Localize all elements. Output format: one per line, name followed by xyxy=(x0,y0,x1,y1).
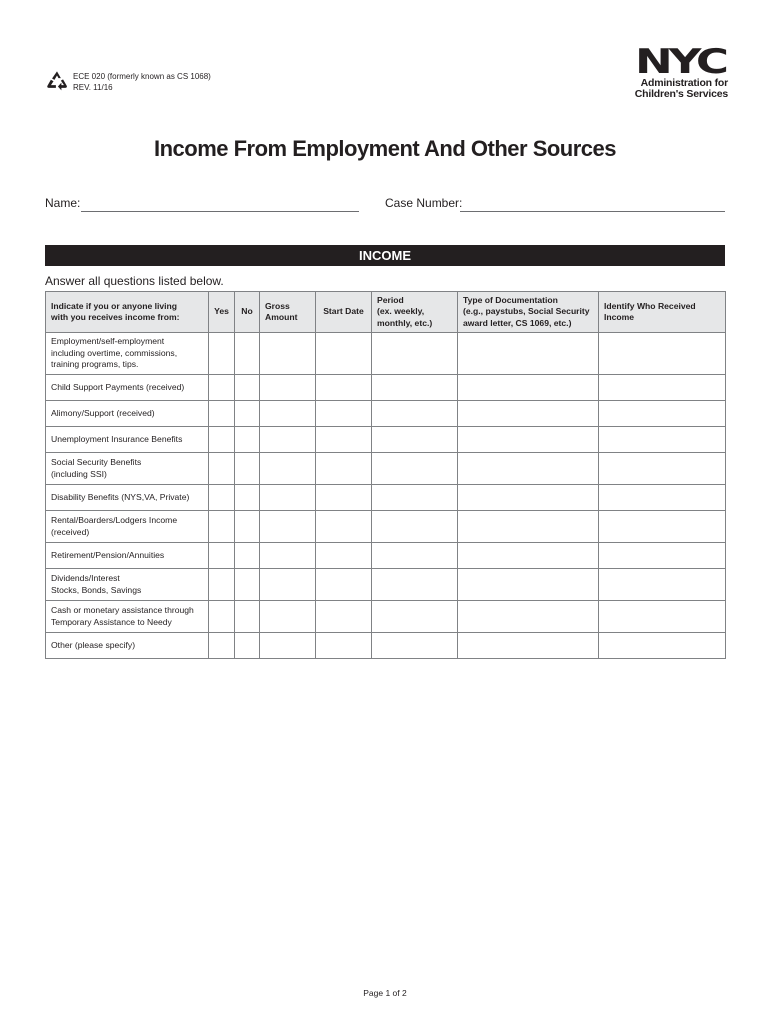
period-input[interactable] xyxy=(372,401,458,427)
table-row xyxy=(46,401,726,427)
period-input[interactable] xyxy=(372,427,458,453)
income-source-label xyxy=(46,543,209,569)
yes-checkbox[interactable] xyxy=(209,375,235,401)
gross-amount-input[interactable] xyxy=(260,601,316,633)
income-source-line: Child Support Payments (received) xyxy=(51,381,185,392)
header-period-line-3: monthly, etc.) xyxy=(377,317,433,328)
yes-checkbox[interactable] xyxy=(209,485,235,511)
table-row xyxy=(46,375,726,401)
nyc-logo-text: NYC xyxy=(635,44,727,76)
header-documentation xyxy=(458,292,599,333)
start-date-input[interactable] xyxy=(316,401,372,427)
form-code xyxy=(73,71,211,93)
page-title: Income From Employment And Other Sources xyxy=(153,136,617,161)
case-number-label: Case Number: xyxy=(385,196,463,210)
documentation-input[interactable] xyxy=(458,375,599,401)
who-received-input[interactable] xyxy=(599,511,726,543)
table-row xyxy=(46,569,726,601)
income-source-label xyxy=(46,427,209,453)
no-checkbox[interactable] xyxy=(235,427,260,453)
start-date-input[interactable] xyxy=(316,511,372,543)
income-source-line: Disability Benefits (NYS,VA, Private) xyxy=(51,491,190,502)
income-source-label xyxy=(46,485,209,511)
income-source-line: Cash or monetary assistance through xyxy=(51,605,194,615)
gross-amount-input[interactable] xyxy=(260,633,316,659)
income-source-line: Dividends/Interest xyxy=(51,573,120,583)
header-doc-line-3: award letter, CS 1069, etc.) xyxy=(463,317,572,328)
name-field[interactable] xyxy=(81,211,359,212)
documentation-input[interactable] xyxy=(458,333,599,375)
period-input[interactable] xyxy=(372,511,458,543)
period-input[interactable] xyxy=(372,601,458,633)
header-period-line-1: Period xyxy=(377,294,404,305)
period-input[interactable] xyxy=(372,569,458,601)
gross-amount-input[interactable] xyxy=(260,333,316,375)
header-period xyxy=(372,292,458,333)
income-source-label xyxy=(46,633,209,659)
table-header-row xyxy=(46,292,726,333)
start-date-input[interactable] xyxy=(316,569,372,601)
agency-line-1: Administration for xyxy=(640,77,728,89)
no-checkbox[interactable] xyxy=(235,601,260,633)
table-row xyxy=(46,453,726,485)
documentation-input[interactable] xyxy=(458,511,599,543)
header-yes: Yes xyxy=(209,292,235,333)
documentation-input[interactable] xyxy=(458,543,599,569)
income-source-line: Social Security Benefits xyxy=(51,457,142,467)
no-checkbox[interactable] xyxy=(235,633,260,659)
page-number: Page 1 of 2 xyxy=(363,988,407,998)
header-gross-line-2: Amount xyxy=(265,312,298,322)
who-received-input[interactable] xyxy=(599,601,726,633)
recycle-icon xyxy=(46,70,68,92)
agency-line-2: Children's Services xyxy=(634,88,728,100)
start-date-input[interactable] xyxy=(316,453,372,485)
income-source-line: training programs, tips. xyxy=(51,359,139,370)
no-checkbox[interactable] xyxy=(235,543,260,569)
no-checkbox[interactable] xyxy=(235,375,260,401)
nyc-acs-logo xyxy=(628,44,728,100)
documentation-input[interactable] xyxy=(458,401,599,427)
who-received-input[interactable] xyxy=(599,453,726,485)
income-source-line: Retirement/Pension/Annuities xyxy=(51,549,165,560)
yes-checkbox[interactable] xyxy=(209,569,235,601)
start-date-input[interactable] xyxy=(316,543,372,569)
income-source-line: Employment/self-employment xyxy=(51,336,165,347)
start-date-input[interactable] xyxy=(316,427,372,453)
income-source-line: (received) xyxy=(51,526,90,537)
header-source-line-2: with you receives income from: xyxy=(51,312,180,322)
yes-checkbox[interactable] xyxy=(209,333,235,375)
income-source-label xyxy=(46,453,209,485)
income-source-line: Alimony/Support (received) xyxy=(51,407,155,418)
documentation-input[interactable] xyxy=(458,569,599,601)
documentation-input[interactable] xyxy=(458,633,599,659)
header-gross-line-1: Gross xyxy=(265,300,290,311)
yes-checkbox[interactable] xyxy=(209,427,235,453)
header-gross-amount xyxy=(260,292,316,333)
yes-checkbox[interactable] xyxy=(209,633,235,659)
header-who-line-1: Identify Who Received xyxy=(604,300,696,311)
gross-amount-input[interactable] xyxy=(260,401,316,427)
no-checkbox[interactable] xyxy=(235,569,260,601)
income-source-label xyxy=(46,375,209,401)
table-row xyxy=(46,427,726,453)
revision-text: REV. 11/16 xyxy=(73,83,113,92)
gross-amount-input[interactable] xyxy=(260,543,316,569)
gross-amount-input[interactable] xyxy=(260,375,316,401)
who-received-input[interactable] xyxy=(599,401,726,427)
period-input[interactable] xyxy=(372,333,458,375)
header-start-date: Start Date xyxy=(316,292,372,333)
no-checkbox[interactable] xyxy=(235,401,260,427)
income-source-label xyxy=(46,401,209,427)
who-received-input[interactable] xyxy=(599,633,726,659)
income-source-label xyxy=(46,333,209,375)
income-source-line: Unemployment Insurance Benefits xyxy=(51,433,183,444)
period-input[interactable] xyxy=(372,633,458,659)
period-input[interactable] xyxy=(372,453,458,485)
case-number-field[interactable] xyxy=(460,211,725,212)
gross-amount-input[interactable] xyxy=(260,569,316,601)
period-input[interactable] xyxy=(372,375,458,401)
header-doc-line-2: (e.g., paystubs, Social Security xyxy=(463,306,590,317)
income-source-line: Rental/Boarders/Lodgers Income xyxy=(51,515,178,525)
documentation-input[interactable] xyxy=(458,485,599,511)
start-date-input[interactable] xyxy=(316,485,372,511)
name-label: Name: xyxy=(45,196,81,210)
income-source-line: including overtime, commissions, xyxy=(51,347,178,358)
income-source-label xyxy=(46,569,209,601)
table-row xyxy=(46,485,726,511)
start-date-input[interactable] xyxy=(316,633,372,659)
yes-checkbox[interactable] xyxy=(209,453,235,485)
header-income-source xyxy=(46,292,209,333)
yes-checkbox[interactable] xyxy=(209,543,235,569)
header-who-received xyxy=(599,292,726,333)
documentation-input[interactable] xyxy=(458,601,599,633)
who-received-input[interactable] xyxy=(599,333,726,375)
gross-amount-input[interactable] xyxy=(260,453,316,485)
table-row xyxy=(46,333,726,375)
form-code-text: ECE 020 (formerly known as CS 1068) xyxy=(73,72,211,81)
who-received-input[interactable] xyxy=(599,485,726,511)
header-who-line-2: Income xyxy=(604,312,635,322)
income-source-line: Stocks, Bonds, Savings xyxy=(51,584,142,595)
income-table xyxy=(45,291,726,659)
header-period-line-2: (ex. weekly, xyxy=(377,306,425,317)
start-date-input[interactable] xyxy=(316,375,372,401)
no-checkbox[interactable] xyxy=(235,453,260,485)
instructions: Answer all questions listed below. xyxy=(45,274,224,288)
documentation-input[interactable] xyxy=(458,427,599,453)
section-title-income: INCOME xyxy=(45,245,725,266)
gross-amount-input[interactable] xyxy=(260,511,316,543)
no-checkbox[interactable] xyxy=(235,333,260,375)
income-source-line: (including SSI) xyxy=(51,468,107,479)
income-source-line: Temporary Assistance to Needy xyxy=(51,616,172,627)
header-doc-line-1: Type of Documentation xyxy=(463,294,558,305)
who-received-input[interactable] xyxy=(599,543,726,569)
no-checkbox[interactable] xyxy=(235,511,260,543)
start-date-input[interactable] xyxy=(316,601,372,633)
no-checkbox[interactable] xyxy=(235,485,260,511)
agency-name xyxy=(628,78,728,100)
period-input[interactable] xyxy=(372,485,458,511)
who-received-input[interactable] xyxy=(599,569,726,601)
nyc-logo-mark xyxy=(633,44,728,76)
table-row xyxy=(46,511,726,543)
gross-amount-input[interactable] xyxy=(260,427,316,453)
header-no: No xyxy=(235,292,260,333)
header-source-line-1: Indicate if you or anyone living xyxy=(51,300,178,311)
yes-checkbox[interactable] xyxy=(209,601,235,633)
who-received-input[interactable] xyxy=(599,375,726,401)
income-source-label xyxy=(46,511,209,543)
who-received-input[interactable] xyxy=(599,427,726,453)
start-date-input[interactable] xyxy=(316,333,372,375)
table-row xyxy=(46,633,726,659)
documentation-input[interactable] xyxy=(458,453,599,485)
yes-checkbox[interactable] xyxy=(209,511,235,543)
period-input[interactable] xyxy=(372,543,458,569)
gross-amount-input[interactable] xyxy=(260,485,316,511)
table-row xyxy=(46,601,726,633)
income-source-line: Other (please specify) xyxy=(51,639,136,650)
table-row xyxy=(46,543,726,569)
yes-checkbox[interactable] xyxy=(209,401,235,427)
income-source-label xyxy=(46,601,209,633)
